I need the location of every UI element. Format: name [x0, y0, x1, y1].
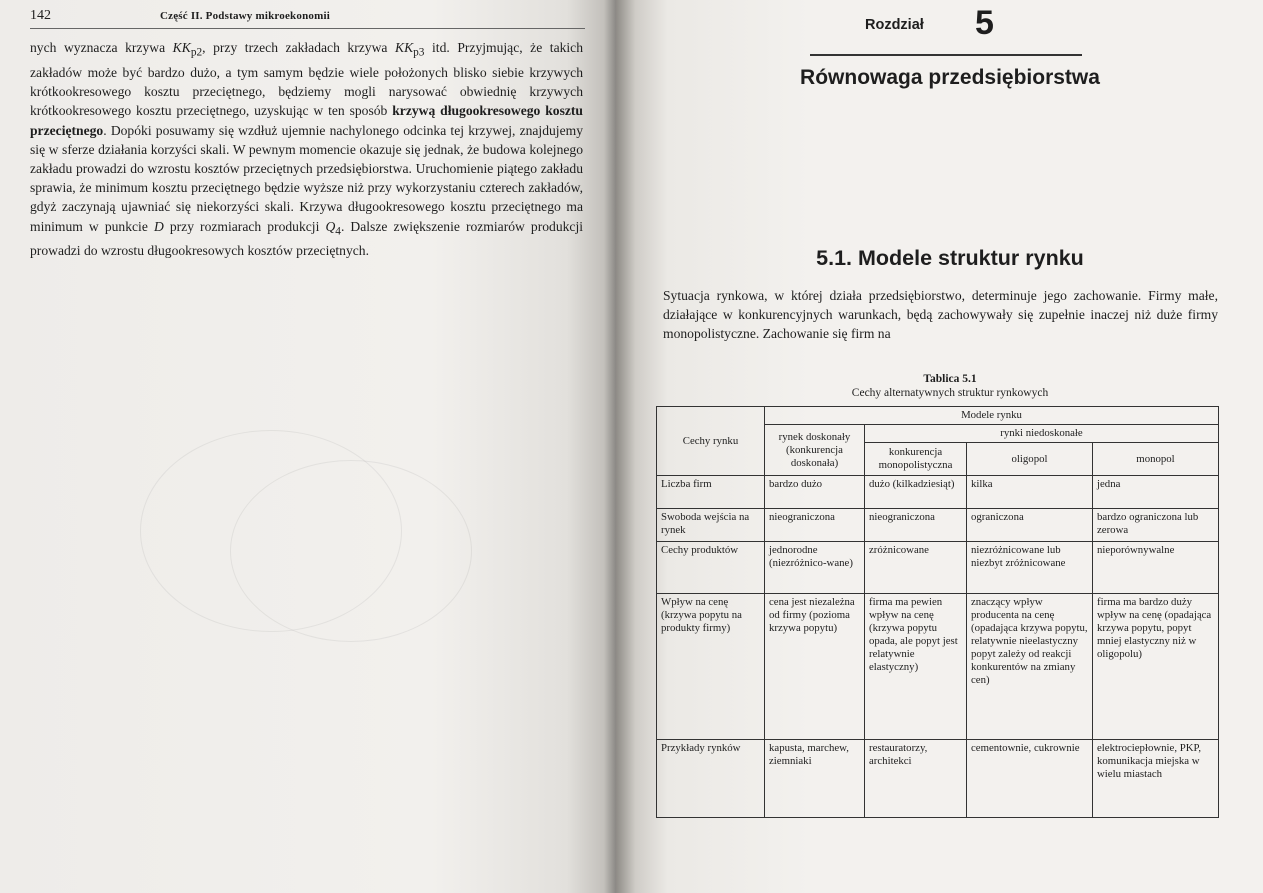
subscript: p2: [190, 46, 203, 59]
header-oligopoly: oligopol: [967, 443, 1093, 476]
header-models: Modele rynku: [765, 407, 1219, 425]
chapter-number: 5: [975, 4, 994, 42]
table-cell: zróżnicowane: [865, 542, 967, 594]
header-rule: [30, 28, 585, 29]
table-cell: kilka: [967, 476, 1093, 509]
quantity-symbol: Q: [325, 218, 336, 234]
table-cell: bardzo ograniczona lub zerowa: [1093, 509, 1219, 542]
symbol-kk: KK: [172, 40, 191, 55]
text-span: nych wyznacza krzywa: [30, 40, 173, 55]
text-span: . Dopóki posuwamy się wzdłuż ujemnie nachylonego odcinka tej krzywej, znajdujemy się w sferze działania korzyści skali. W pewnym momencie okazuje się jednak, że budowa kolejnego zakładu prowadzi do wzrostu kosztów przeciętnych przedsiębiorstwa. Uruchomienie piątego zakładu sprawia, że minimum kosztu przeciętnego będzie wyższe niż przy wykorzystaniu czterech zakładów, gdyż zaczynają ujawniać się niekorzyści skali. Krzywa długookresowego kosztu przeciętnego ma minimum w punkcie: [30, 122, 583, 234]
subscript: p3: [413, 46, 425, 59]
point-symbol: D: [153, 218, 164, 234]
table-label: Tablica 5.1: [923, 373, 977, 385]
text-span: itd. Przyjmując, że takich zakładów może być bardzo dużo, a tym samym będzie wiele położonych blisko siebie krzywych krótkookresowego kosztu przeciętnego, będziemy mogli narysować obwiednię krzywych krótkookresowego kosztu przeciętnego, uzyskując w ten sposób: [30, 40, 584, 119]
table-row: [657, 594, 1219, 740]
text-span: . Dalsze zwiększenie rozmiarów produkcji prowadzi do wzrostu długookresowych kosztów przeciętnych.: [30, 218, 583, 259]
market-structures-table: [656, 406, 1219, 818]
table-caption: Cechy alternatywnych struktur rynkowych: [851, 387, 1049, 399]
table-cell: cena jest niezależna od firmy (pozioma krzywa popytu): [765, 594, 865, 740]
table-cell: firma ma bardzo duży wpływ na cenę (opadająca krzywa popytu, popyt mniej elastyczny niż w oligopolu): [1093, 594, 1219, 740]
table-cell: elektrociepłownie, PKP, komunikacja miejska w wielu miastach: [1093, 740, 1219, 818]
header-perfect-market: rynek doskonały (konkurencja doskonała): [765, 425, 865, 476]
table-cell: ograniczona: [967, 509, 1093, 542]
table-row: [657, 509, 1219, 542]
table-cell: bardzo dużo: [765, 476, 865, 509]
table-cell: nieporównywalne: [1093, 542, 1219, 594]
table-cell: restauratorzy, architekci: [865, 740, 967, 818]
symbol-kk: KK: [395, 40, 414, 55]
subscript: 4: [335, 225, 341, 238]
header-monopolistic-competition: konkurencja monopolistyczna: [865, 443, 967, 476]
table-cell: nieograniczona: [765, 509, 865, 542]
header-monopoly: monopol: [1093, 443, 1219, 476]
table-row: [657, 740, 1219, 818]
table-cell: kapusta, marchew, ziemniaki: [765, 740, 865, 818]
section-heading: 5.1. Modele struktur rynku: [816, 246, 1084, 270]
row-label: Wpływ na cenę (krzywa popytu na produkty firmy): [657, 594, 765, 740]
bleed-through-curve: [230, 460, 472, 642]
chapter-title: Równowaga przedsiębiorstwa: [800, 66, 1100, 89]
row-label: Liczba firm: [657, 476, 765, 509]
chapter-label: Rozdział: [865, 17, 924, 33]
running-section-title: Część II. Podstawy mikroekonomii: [160, 10, 330, 22]
left-page: [0, 0, 616, 893]
header-imperfect-markets: rynki niedoskonałe: [865, 425, 1219, 443]
chapter-rule: [810, 54, 1082, 56]
table-cell: jednorodne (niezróżnico-wane): [765, 542, 865, 594]
row-label: Cechy produktów: [657, 542, 765, 594]
intro-paragraph: Sytuacja rynkowa, w której działa przedsiębiorstwo, determinuje jego zachowanie. Firmy małe, działające w konkurencyjnych warunkach, będą zachowywały się zupełnie inaczej niż duże firmy monopolistyczne. Zachowanie się firm na: [663, 288, 1218, 341]
table-cell: znaczący wpływ producenta na cenę (opadająca krzywa popytu, relatywnie nieelastyczny popyt zależy od reakcji konkurentów na zmiany cen): [967, 594, 1093, 740]
text-span: przy rozmiarach produkcji: [163, 218, 326, 234]
page-number: 142: [30, 8, 51, 23]
table-row: [657, 476, 1219, 509]
table-cell: dużo (kilkadziesiąt): [865, 476, 967, 509]
table-row: [657, 542, 1219, 594]
text-span: , przy trzech zakładach krzywa: [202, 40, 395, 55]
row-label: Swoboda wejścia na rynek: [657, 509, 765, 542]
bold-term: krzywą długookresowego kosztu przeciętnego: [30, 103, 583, 138]
table-cell: niezróżnicowane lub niezbyt zróżnicowane: [967, 542, 1093, 594]
running-head: [30, 8, 585, 26]
table-cell: firma ma pewien wpływ na cenę (krzywa popytu opada, ale popyt jest relatywnie elastyczny): [865, 594, 967, 740]
table-cell: cementownie, cukrownie: [967, 740, 1093, 818]
table-cell: nieograniczona: [865, 509, 967, 542]
body-paragraph: [30, 38, 583, 261]
row-label: Przykłady rynków: [657, 740, 765, 818]
table-cell: jedna: [1093, 476, 1219, 509]
header-corner: Cechy rynku: [657, 407, 765, 476]
